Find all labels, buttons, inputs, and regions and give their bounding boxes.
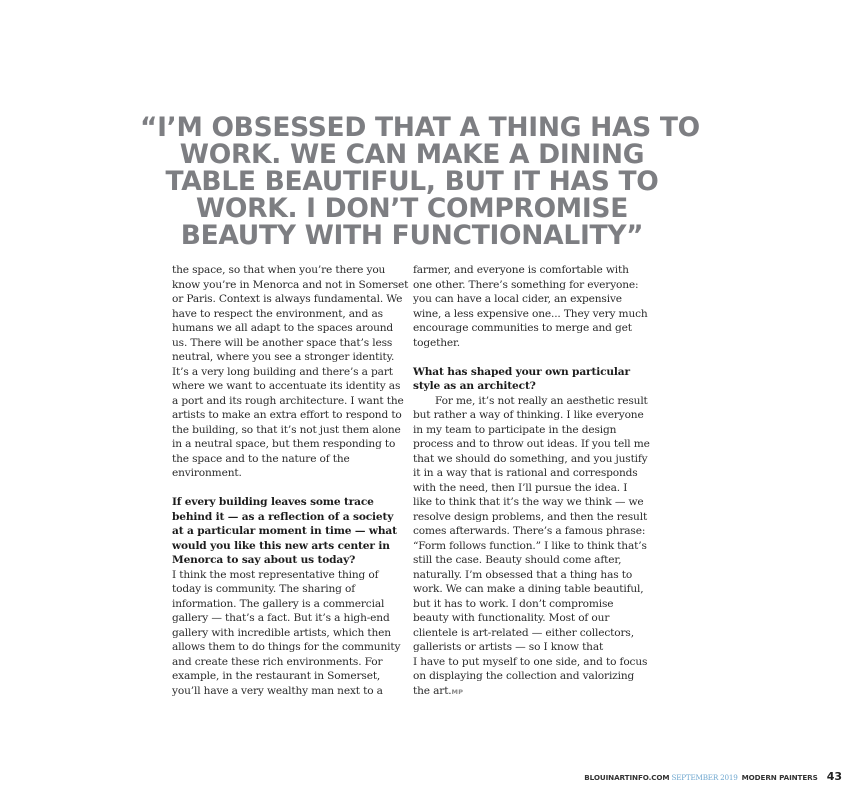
text-line: would you like this new arts center in: [172, 539, 390, 552]
article-column-1: [172, 263, 409, 698]
pull-quote-line: WORK. I DON’T COMPROMISE: [195, 193, 629, 224]
text-line: at a particular moment in time — what: [172, 525, 397, 537]
text-line: work. We can make a dining table beautiful,: [413, 583, 644, 595]
text-line: beauty with functionality. Most of our: [413, 612, 610, 624]
text-line: neutral, where you see a stronger identity.: [172, 351, 395, 363]
text-line: like to think that it’s the way we think — we: [413, 496, 644, 508]
text-line: information. The gallery is a commercial: [172, 597, 385, 610]
text-line: where we want to accentuate its identity as: [172, 380, 401, 392]
page-footer: [584, 770, 842, 783]
text-line: but rather a way of thinking. I like everyone: [413, 409, 644, 421]
text-line: the building, so that it’s not just them alone: [172, 423, 401, 436]
text-line: behind it — as a reflection of a society: [172, 510, 394, 523]
text-line: environment.: [172, 467, 242, 479]
text-line: clientele is art-related — either collectors,: [413, 626, 634, 639]
footer-site: BLOUINARTINFO.COM: [584, 773, 670, 782]
text-line: in a neutral space, but them responding to: [172, 438, 396, 450]
text-line: but it has to work. I don’t compromise: [413, 597, 614, 610]
text-line: example, in the restaurant in Somerset,: [172, 670, 381, 682]
text-line: it in a way that is rational and corresponds: [413, 467, 638, 479]
text-line: For me, it’s not really an aesthetic result: [435, 394, 648, 407]
text-line: naturally. I’m obsessed that a thing has to: [413, 568, 633, 581]
paragraph: [413, 394, 649, 684]
interview-question: [413, 365, 649, 394]
text-line: If every building leaves some trace: [172, 496, 374, 508]
text-line: together.: [413, 336, 460, 349]
text-line: you’ll have a very wealthy man next to a: [172, 684, 383, 697]
pull-quote-line: “I’M OBSESSED THAT A THING HAS TO: [140, 112, 700, 143]
text-line: Menorca to say about us today?: [172, 554, 356, 566]
text-line: the space, so that when you’re there you: [172, 264, 386, 276]
text-line: What has shaped your own particular: [413, 365, 630, 378]
text-line: comes afterwards. There’s a famous phrase:: [413, 525, 646, 537]
text-line: It’s a very long building and there’s a part: [172, 365, 393, 378]
pull-quote-line: BEAUTY WITH FUNCTIONALITY”: [180, 220, 644, 251]
text-line: gallery with incredible artists, which then: [172, 626, 391, 639]
text-line: us. There will be another space that’s less: [172, 336, 393, 349]
text-line: and create these rich environments. For: [172, 655, 383, 668]
pull-quote-line: WORK. WE CAN MAKE A DINING: [179, 139, 645, 170]
text-line: style as an architect?: [413, 380, 536, 392]
paragraph: [413, 263, 649, 350]
text-line: wine, a less expensive one... They very much: [413, 307, 648, 320]
last-line-text: the art.: [413, 684, 452, 697]
footer-magazine: MODERN PAINTERS: [741, 773, 818, 782]
text-line: on displaying the collection and valorizing: [413, 670, 635, 682]
text-line: in my team to participate in the design: [413, 423, 617, 436]
text-line: encourage communities to merge and get: [413, 322, 632, 334]
paragraph-gap: [172, 481, 404, 496]
text-line: gallery — that’s a fact. But it’s a high-end: [172, 612, 390, 624]
footer-date: SEPTEMBER 2019: [671, 773, 738, 782]
text-line: resolve design problems, and then the result: [413, 510, 648, 523]
pull-quote: [140, 112, 700, 251]
text-line: with the need, then I’ll pursue the idea. I: [413, 481, 628, 494]
article-last-line: [413, 684, 649, 700]
text-line: the space and to the nature of the: [172, 452, 350, 465]
text-line: humans we all adapt to the spaces around: [172, 322, 394, 334]
interview-question: [172, 495, 404, 568]
text-line: I have to put myself to one side, and to focus: [413, 655, 648, 668]
paragraph: [172, 568, 404, 699]
text-line: I think the most representative thing of: [172, 568, 379, 581]
text-line: still the case. Beauty should come after,: [413, 554, 622, 566]
text-line: a port and its rough architecture. I want the: [172, 394, 404, 407]
text-line: have to respect the environment, and as: [172, 307, 383, 320]
text-line: today is community. The sharing of: [172, 583, 356, 595]
paragraph-gap: [413, 350, 649, 365]
text-line: artists to make an extra effort to respond to: [172, 409, 402, 421]
text-line: one other. There’s something for everyone:: [413, 278, 639, 291]
text-line: know you’re in Menorca and not in Somerset: [172, 278, 409, 291]
page-number: 43: [826, 770, 842, 783]
text-line: process and to throw out ideas. If you tell me: [413, 438, 650, 450]
paragraph: [172, 263, 409, 481]
text-line: farmer, and everyone is comfortable with: [413, 264, 629, 276]
text-line: allows them to do things for the community: [172, 641, 401, 653]
pull-quote-line: TABLE BEAUTIFUL, BUT IT HAS TO: [165, 166, 659, 197]
text-line: “Form follows function.” I like to think that’s: [413, 539, 647, 552]
text-line: gallerists or artists — so I know that: [413, 641, 604, 653]
text-line: that we should do something, and you justify: [413, 452, 648, 465]
text-line: or Paris. Context is always fundamental. We: [172, 293, 403, 305]
text-line: you can have a local cider, an expensive: [413, 293, 622, 305]
article-column-2: [413, 263, 649, 699]
end-mark: MP: [451, 687, 464, 696]
